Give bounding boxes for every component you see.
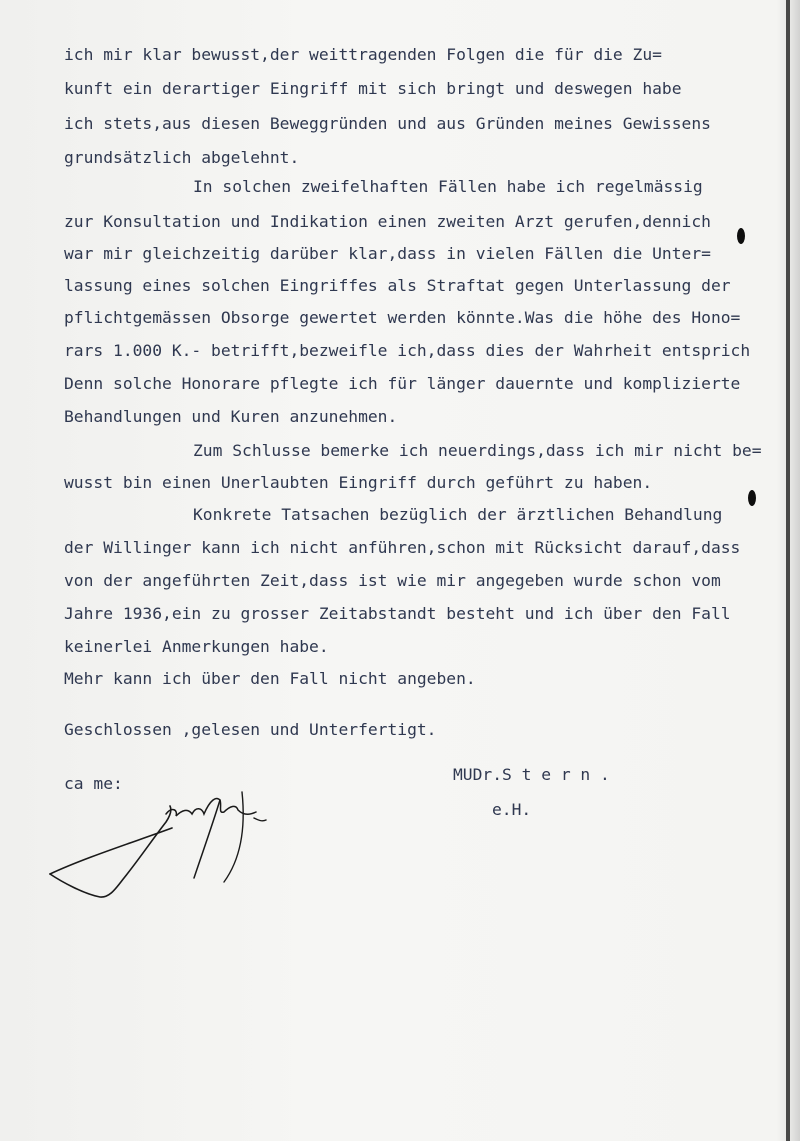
text-line: war mir gleichzeitig darüber klar,dass in vielen Fällen die Unter= (64, 244, 711, 263)
text-line: von der angeführten Zeit,dass ist wie mir angegeben wurde schon vom (64, 571, 721, 590)
handwritten-signature (44, 770, 274, 910)
text-line: Jahre 1936,ein zu grosser Zeitabstandt besteht und ich über den Fall (64, 604, 731, 623)
text-line: zur Konsultation und Indikation einen zweiten Arzt gerufen,dennich (64, 212, 711, 231)
text-line: der Willinger kann ich nicht anführen,schon mit Rücksicht darauf,dass (64, 538, 741, 557)
page-edge-strip (786, 0, 790, 1141)
text-line: In solchen zweifelhaften Fällen habe ich regelmässig (193, 177, 703, 196)
text-line: grundsätzlich abgelehnt. (64, 148, 300, 167)
text-line: ich stets,aus diesen Beweggründen und aus Gründen meines Gewissens (64, 114, 711, 133)
text-line: wusst bin einen Unerlaubten Eingriff durch geführt zu haben. (64, 473, 653, 492)
text-line: Geschlossen ,gelesen und Unterfertigt. (64, 720, 437, 739)
text-line: Mehr kann ich über den Fall nicht angeben. (64, 669, 476, 688)
text-line: Konkrete Tatsachen bezüglich der ärztlichen Behandlung (193, 505, 723, 524)
text-line: Denn solche Honorare pflegte ich für länger dauernte und komplizierte (64, 374, 741, 393)
punch-hole-lower (748, 490, 756, 506)
closing-left-label: ca me: (64, 774, 123, 793)
text-line: Behandlungen und Kuren anzunehmen. (64, 407, 398, 426)
signed-note: e.H. (492, 800, 532, 819)
text-line: ich mir klar bewusst,der weittragenden Folgen die für die Zu= (64, 45, 662, 64)
punch-hole-upper (737, 228, 745, 244)
text-line: lassung eines solchen Eingriffes als Straftat gegen Unterlassung der (64, 276, 731, 295)
text-line: pflichtgemässen Obsorge gewertet werden könnte.Was die höhe des Hono= (64, 308, 741, 327)
text-line: kunft ein derartiger Eingriff mit sich bringt und deswegen habe (64, 79, 682, 98)
text-line: keinerlei Anmerkungen habe. (64, 637, 329, 656)
signatory-name: MUDr.S t e r n . (453, 765, 610, 784)
text-line: Zum Schlusse bemerke ich neuerdings,dass ich mir nicht be= (193, 441, 762, 460)
text-line: rars 1.000 K.- betrifft,bezweifle ich,dass dies der Wahrheit entsprich (64, 341, 751, 360)
